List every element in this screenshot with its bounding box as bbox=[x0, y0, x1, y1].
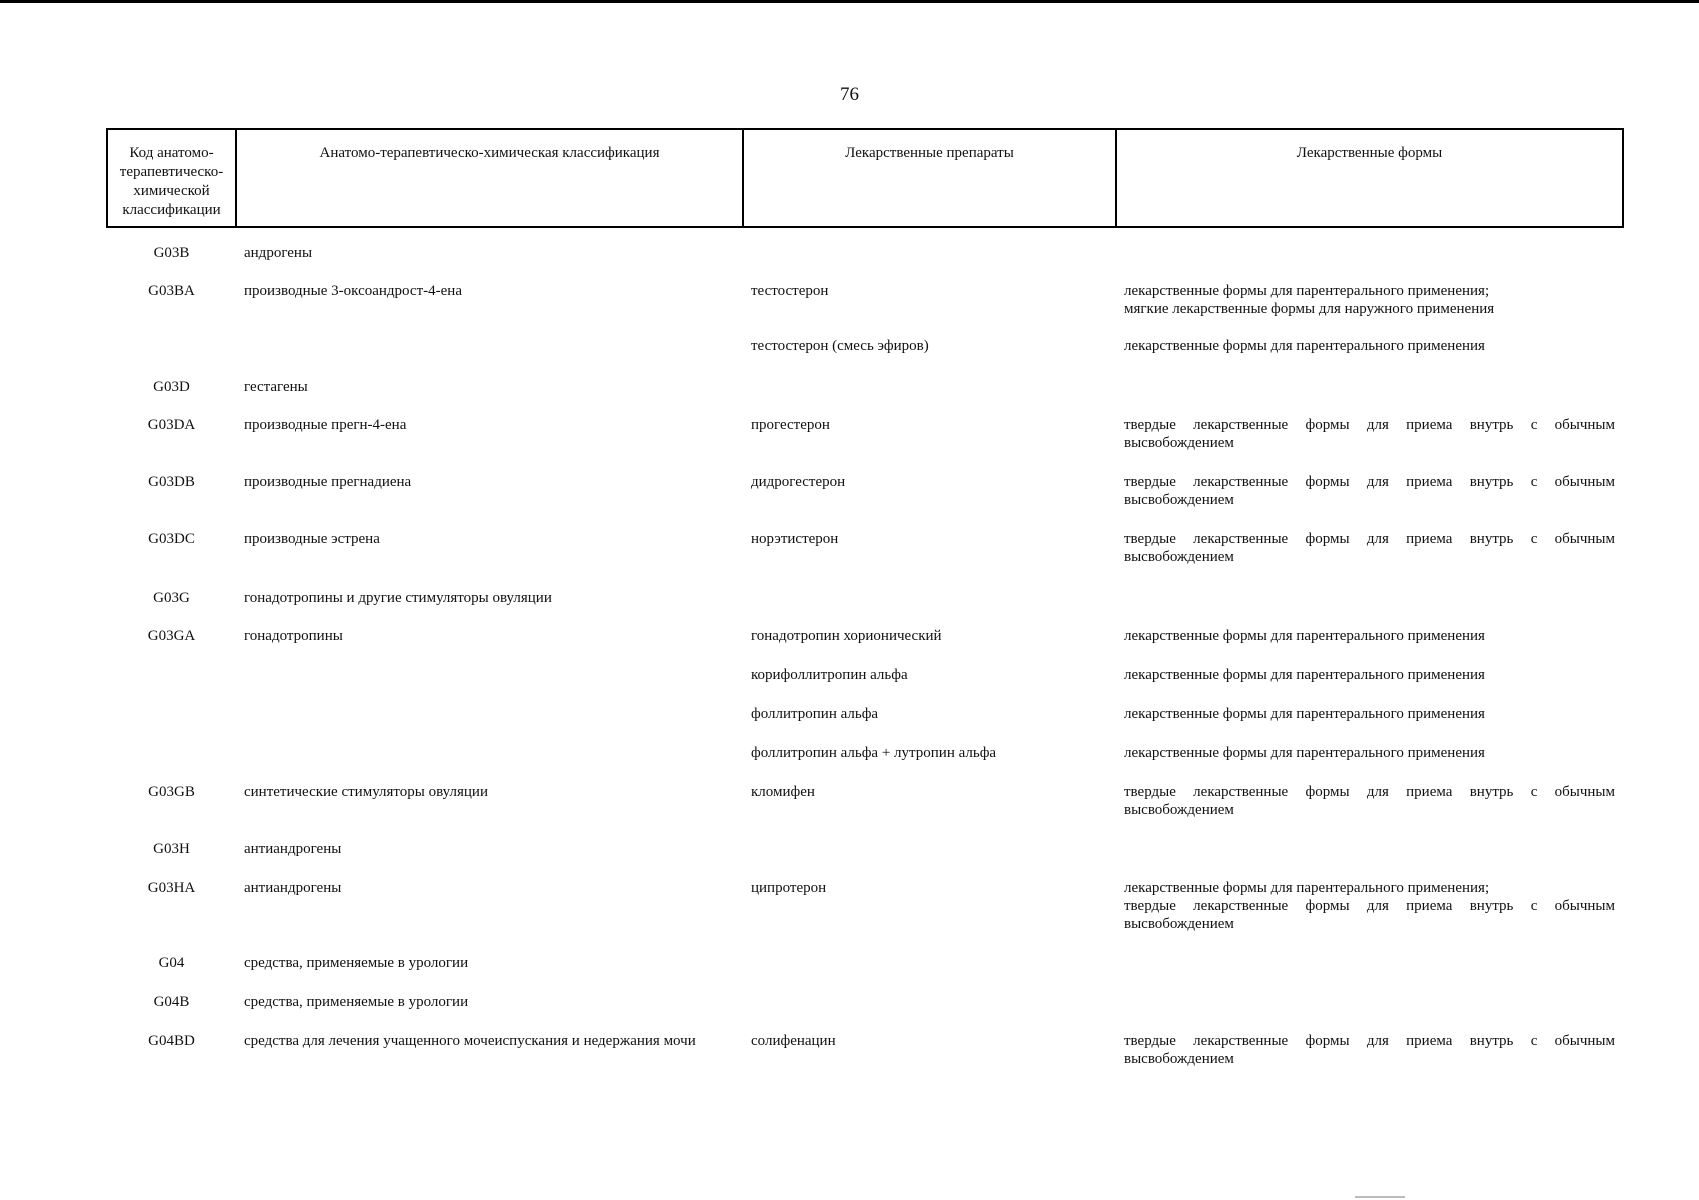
cell-forms bbox=[1116, 972, 1623, 1011]
cell-classification: средства, применяемые в урологии bbox=[244, 955, 469, 971]
table-row bbox=[107, 396, 1623, 452]
header-forms: Лекарственные формы bbox=[1116, 129, 1623, 227]
cell-forms: лекарственные формы для парентерального применения bbox=[1124, 745, 1485, 761]
footer-mark bbox=[1355, 1196, 1405, 1198]
cell-code: G03DA bbox=[147, 417, 196, 433]
cell-drug bbox=[743, 355, 1116, 396]
atc-drug-table bbox=[106, 128, 1624, 1068]
table-row bbox=[107, 355, 1623, 396]
cell-forms: твердые лекарственные формы для приема внутрь с обычным высвобождением bbox=[1124, 417, 1615, 451]
table-row bbox=[107, 972, 1623, 1011]
cell-forms bbox=[1116, 227, 1623, 262]
cell-drug: фоллитропин альфа bbox=[751, 706, 879, 722]
cell-drug: тестостерон (смесь эфиров) bbox=[751, 338, 929, 354]
cell-forms: лекарственные формы для парентерального применения bbox=[1124, 338, 1485, 354]
cell-code: G03DC bbox=[148, 531, 195, 547]
cell-code bbox=[107, 318, 236, 355]
cell-code: G03DB bbox=[148, 474, 195, 490]
cell-code bbox=[107, 723, 236, 762]
cell-classification: производные эстрена bbox=[244, 531, 380, 547]
cell-drug: ципротерон bbox=[751, 880, 827, 896]
table-row bbox=[107, 819, 1623, 858]
table-row bbox=[107, 607, 1623, 645]
cell-forms: твердые лекарственные формы для приема внутрь с обычным высвобождением bbox=[1124, 784, 1615, 818]
cell-drug: тестостерон bbox=[751, 283, 829, 299]
cell-classification bbox=[236, 318, 743, 355]
cell-code bbox=[107, 645, 236, 684]
cell-drug bbox=[743, 566, 1116, 607]
cell-drug: норэтистерон bbox=[751, 531, 839, 547]
cell-forms bbox=[1116, 566, 1623, 607]
cell-drug: кломифен bbox=[751, 784, 815, 800]
cell-classification bbox=[236, 684, 743, 723]
cell-drug: солифенацин bbox=[751, 1033, 836, 1049]
header-drugs: Лекарственные препараты bbox=[743, 129, 1116, 227]
cell-classification: андрогены bbox=[244, 245, 313, 261]
table-row bbox=[107, 452, 1623, 509]
cell-code: G03H bbox=[153, 841, 190, 857]
table-row bbox=[107, 762, 1623, 819]
table-row bbox=[107, 1011, 1623, 1068]
cell-code: G04BD bbox=[148, 1033, 195, 1049]
header-classification: Анатомо-терапевтическо-химическая классификация bbox=[236, 129, 743, 227]
cell-drug bbox=[743, 227, 1116, 262]
cell-classification: средства для лечения учащенного мочеиспускания и недержания мочи bbox=[244, 1033, 696, 1049]
cell-code bbox=[107, 684, 236, 723]
cell-drug bbox=[743, 933, 1116, 972]
cell-drug bbox=[743, 819, 1116, 858]
cell-forms: твердые лекарственные формы для приема внутрь с обычным высвобождением bbox=[1124, 474, 1615, 508]
cell-classification: гонадотропины bbox=[244, 628, 343, 644]
cell-forms bbox=[1116, 933, 1623, 972]
cell-code: G03B bbox=[153, 245, 190, 261]
cell-code: G03BA bbox=[148, 283, 195, 299]
table-row bbox=[107, 262, 1623, 318]
cell-code: G03GA bbox=[147, 628, 196, 644]
table-row bbox=[107, 566, 1623, 607]
cell-classification: антиандрогены bbox=[244, 880, 342, 896]
cell-code: G03GB bbox=[148, 784, 195, 800]
cell-classification: антиандрогены bbox=[244, 841, 342, 857]
cell-classification: синтетические стимуляторы овуляции bbox=[244, 784, 488, 800]
cell-classification: гонадотропины и другие стимуляторы овуляции bbox=[244, 590, 552, 606]
cell-classification bbox=[236, 645, 743, 684]
cell-code: G03D bbox=[153, 379, 190, 395]
cell-classification: производные прегнадиена bbox=[244, 474, 412, 490]
cell-drug: фоллитропин альфа + лутропин альфа bbox=[751, 745, 997, 761]
table-row bbox=[107, 933, 1623, 972]
cell-forms: лекарственные формы для парентерального применения; твердые лекарственные формы для приема внутрь с обычным высвобождением bbox=[1124, 880, 1615, 932]
table-header bbox=[107, 129, 1623, 227]
cell-classification: производные 3-оксоандрост-4-ена bbox=[244, 283, 462, 299]
cell-code: G04B bbox=[153, 994, 190, 1010]
cell-classification: средства, применяемые в урологии bbox=[244, 994, 469, 1010]
cell-drug bbox=[743, 972, 1116, 1011]
cell-forms: лекарственные формы для парентерального применения; мягкие лекарственные формы для наружного применения bbox=[1124, 283, 1495, 317]
cell-code: G03G bbox=[153, 590, 190, 606]
cell-classification: производные прегн-4-ена bbox=[244, 417, 407, 433]
table-row bbox=[107, 227, 1623, 262]
cell-forms: твердые лекарственные формы для приема внутрь с обычным высвобождением bbox=[1124, 1033, 1615, 1067]
cell-forms: лекарственные формы для парентерального применения bbox=[1124, 706, 1485, 722]
table-row bbox=[107, 318, 1623, 355]
top-border-line bbox=[0, 0, 1699, 3]
cell-forms bbox=[1116, 819, 1623, 858]
header-code: Код анатомо-терапевтическо-химической классификации bbox=[107, 129, 236, 227]
page-number: 76 bbox=[840, 84, 859, 105]
table-row bbox=[107, 723, 1623, 762]
cell-classification: гестагены bbox=[244, 379, 308, 395]
cell-code: G03HA bbox=[147, 880, 196, 896]
cell-drug: корифоллитропин альфа bbox=[751, 667, 908, 683]
table-row bbox=[107, 858, 1623, 933]
table-body bbox=[107, 227, 1623, 1068]
table-row bbox=[107, 684, 1623, 723]
cell-classification bbox=[236, 723, 743, 762]
cell-drug: дидрогестерон bbox=[751, 474, 846, 490]
cell-code: G04 bbox=[158, 955, 185, 971]
cell-forms: лекарственные формы для парентерального применения bbox=[1124, 667, 1485, 683]
table-row bbox=[107, 645, 1623, 684]
cell-drug: гонадотропин хорионический bbox=[751, 628, 942, 644]
cell-forms bbox=[1116, 355, 1623, 396]
table-row bbox=[107, 509, 1623, 566]
cell-forms: лекарственные формы для парентерального применения bbox=[1124, 628, 1485, 644]
cell-forms: твердые лекарственные формы для приема внутрь с обычным высвобождением bbox=[1124, 531, 1615, 565]
cell-drug: прогестерон bbox=[751, 417, 830, 433]
